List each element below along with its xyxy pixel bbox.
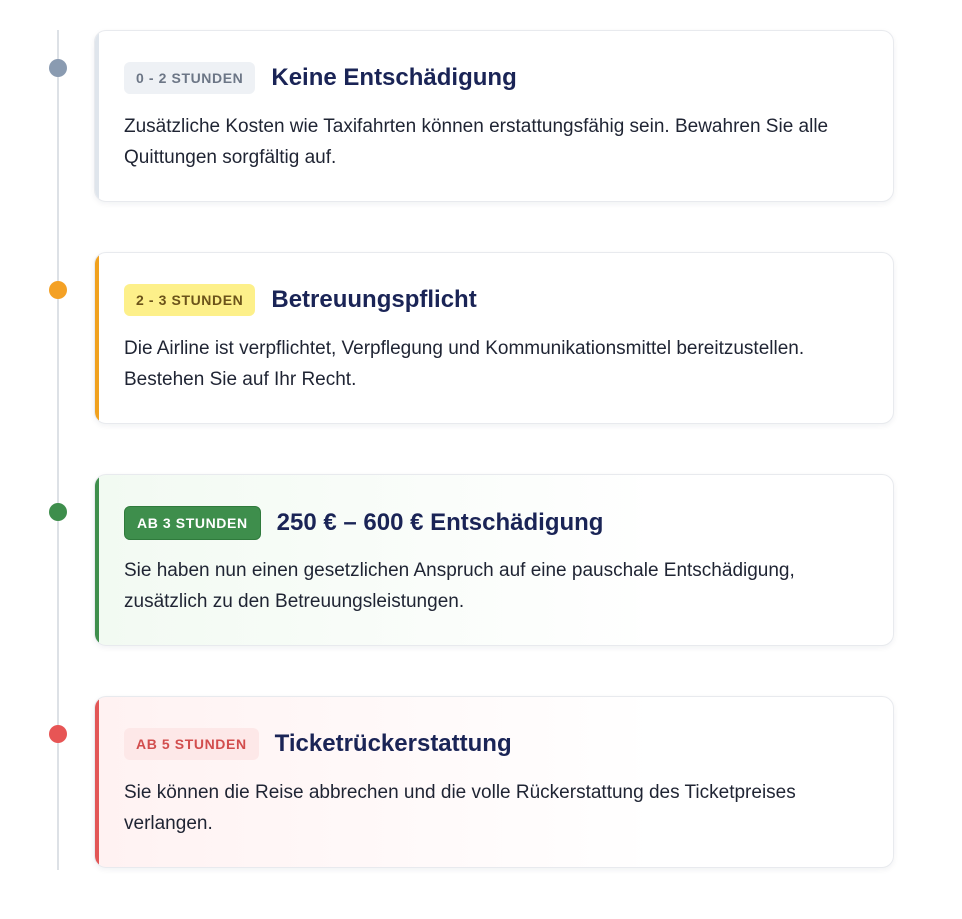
timeline-dot-0-2h [49,59,67,77]
card-accent-bar [95,31,99,201]
card-header [124,62,517,94]
card-accent-bar [95,475,99,645]
timeline-card-ab-3h [94,474,894,646]
card-header [124,728,512,760]
timeline-dot-2-3h [49,281,67,299]
timeline-card-ab-5h [94,696,894,868]
card-description: Sie können die Reise abbrechen und die volle Rückerstattung des Ticketpreises verlangen. [124,782,796,834]
card-accent-bar [95,253,99,423]
card-description: Zusätzliche Kosten wie Taxifahrten können erstattungsfähig sein. Bewahren Sie alle Quittungen sorgfältig auf. [124,116,829,168]
card-header [124,284,477,316]
timeline-line [57,30,59,870]
card-description: Sie haben nun einen gesetzlichen Anspruch auf eine pauschale Entschädigung, zusätzlich zu den Betreuungsleistungen. [124,560,795,612]
card-title: 250 € – 600 € Entschädigung [276,509,604,536]
card-header [124,506,603,540]
card-title: Keine Entschädigung [271,64,517,91]
duration-badge: 0 - 2 STUNDEN [124,62,255,94]
duration-badge: AB 5 STUNDEN [124,728,259,760]
duration-badge: AB 3 STUNDEN [124,506,261,540]
duration-badge: 2 - 3 STUNDEN [124,284,255,316]
timeline-card-0-2h [94,30,894,202]
card-description: Die Airline ist verpflichtet, Verpflegung und Kommunikationsmittel bereitzustellen. Bestehen Sie auf Ihr Recht. [124,338,805,390]
timeline-dot-ab-5h [49,725,67,743]
card-accent-bar [95,697,99,867]
card-title: Betreuungspflicht [271,286,477,313]
timeline-card-2-3h [94,252,894,424]
card-title: Ticketrückerstattung [274,730,512,757]
timeline-dot-ab-3h [49,503,67,521]
